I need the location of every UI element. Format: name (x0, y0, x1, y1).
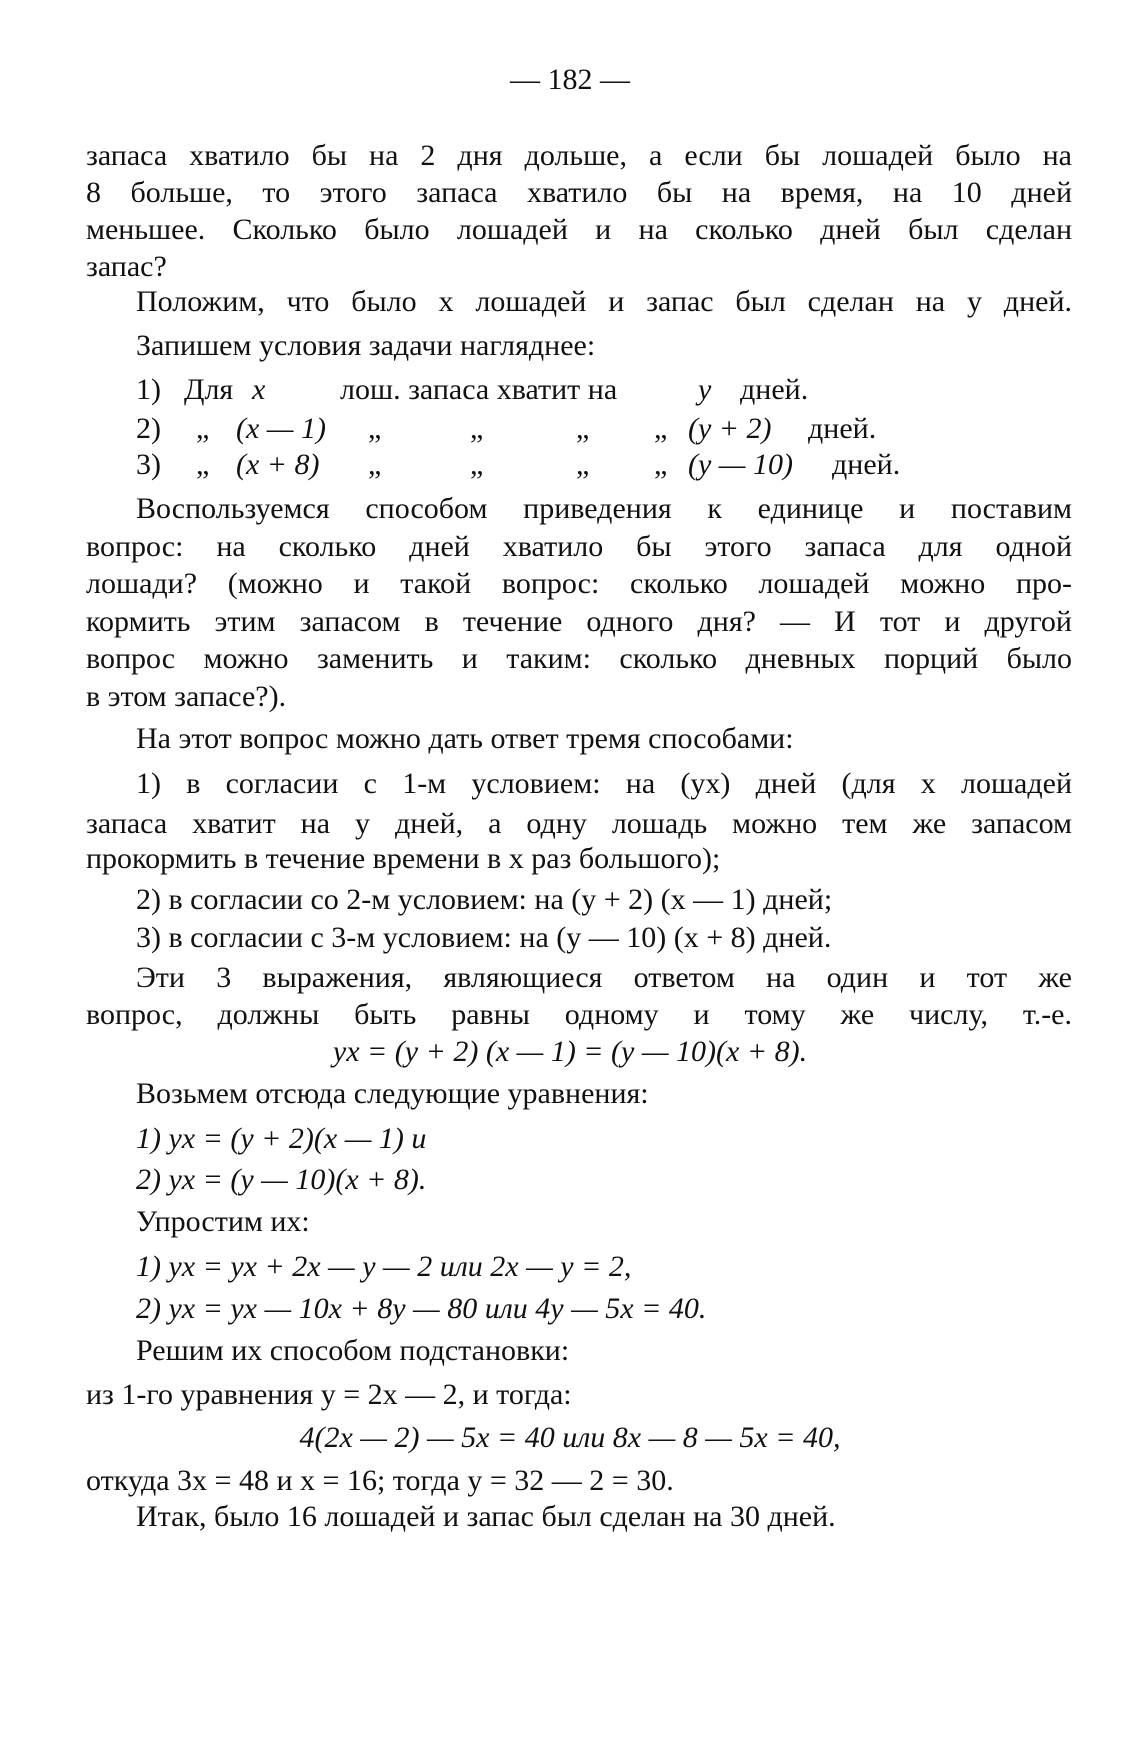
text-line: Упростим их: (136, 1205, 310, 1238)
text-line: меньшее. Сколько было лошадей и на сколько дней был сделан (86, 213, 1072, 246)
text-line: Положим, что было x лошадей и запас был сделан на y дней. (136, 285, 1072, 318)
equation-line: 1) yx = (y + 2)(x — 1) и (136, 1122, 427, 1155)
condition-row-2: 2) „ (x — 1) „ „ „ „ (y + 2) дней. (136, 412, 877, 445)
text-line: лошади? (можно и такой вопрос: сколько лошадей можно про- (86, 567, 1072, 600)
text-line: 8 больше, то этого запаса хватило бы на время, на 10 дней (86, 176, 1072, 209)
text-line: На этот вопрос можно дать ответ тремя способами: (136, 722, 794, 755)
equation-line: 4(2x — 2) — 5x = 40 или 8x — 8 — 5x = 40, (299, 1421, 841, 1454)
text-line: 3) в согласии с 3-м условием: на (y — 10) (x + 8) дней. (136, 921, 832, 954)
text-line: 1) в согласии с 1-м условием: на (yx) дней (для x лошадей (136, 767, 1072, 800)
text-line: запаса хватит на y дней, а одну лошадь можно тем же запасом (86, 807, 1072, 840)
text-line: запас? (86, 250, 167, 283)
text-line: Запишем условия задачи нагляднее: (136, 329, 596, 362)
text-line: Решим их способом подстановки: (136, 1334, 570, 1367)
equation-line: yx = (y + 2) (x — 1) = (y — 10)(x + 8). (332, 1035, 808, 1068)
text-line: вопрос: на сколько дней хватило бы этого запаса для одной (86, 530, 1072, 563)
condition-row-3: 3) „ (x + 8) „ „ „ „ (y — 10) дней. (136, 448, 901, 481)
text-line: вопрос, должны быть равны одному и тому же числу, т.-е. (86, 998, 1072, 1031)
text-line: Эти 3 выражения, являющиеся ответом на один и тот же (136, 961, 1072, 994)
equation-line: 1) yx = yx + 2x — y — 2 или 2x — y = 2, (136, 1250, 632, 1283)
text-line: Возьмем отсюда следующие уравнения: (136, 1077, 649, 1110)
text-line: вопрос можно заменить и таким: сколько дневных порций было (86, 642, 1072, 675)
text-line: Итак, было 16 лошадей и запас был сделан на 30 дней. (136, 1500, 836, 1533)
text-line: 2) в согласии со 2-м условием: на (y + 2) (x — 1) дней; (136, 883, 833, 916)
text-line: Воспользуемся способом приведения к единице и поставим (136, 492, 1072, 525)
text-line: прокормить в течение времени в x раз большого); (86, 842, 721, 875)
text-line: из 1-го уравнения y = 2x — 2, и тогда: (86, 1378, 572, 1411)
condition-row-1: 1) Для x лош. запаса хватит на y дней. (136, 373, 809, 406)
equation-line: 2) yx = (y — 10)(x + 8). (136, 1163, 427, 1196)
text-line: в этом запасе?). (86, 680, 287, 713)
page-number: — 182 — (510, 63, 630, 96)
text-line: кормить этим запасом в течение одного дня? — И тот и другой (86, 605, 1072, 638)
text-line: запаса хватило бы на 2 дня дольше, а если бы лошадей было на (86, 139, 1072, 172)
text-line: откуда 3x = 48 и x = 16; тогда y = 32 — 2 = 30. (86, 1464, 674, 1497)
equation-line: 2) yx = yx — 10x + 8y — 80 или 4y — 5x = 40. (136, 1292, 707, 1325)
